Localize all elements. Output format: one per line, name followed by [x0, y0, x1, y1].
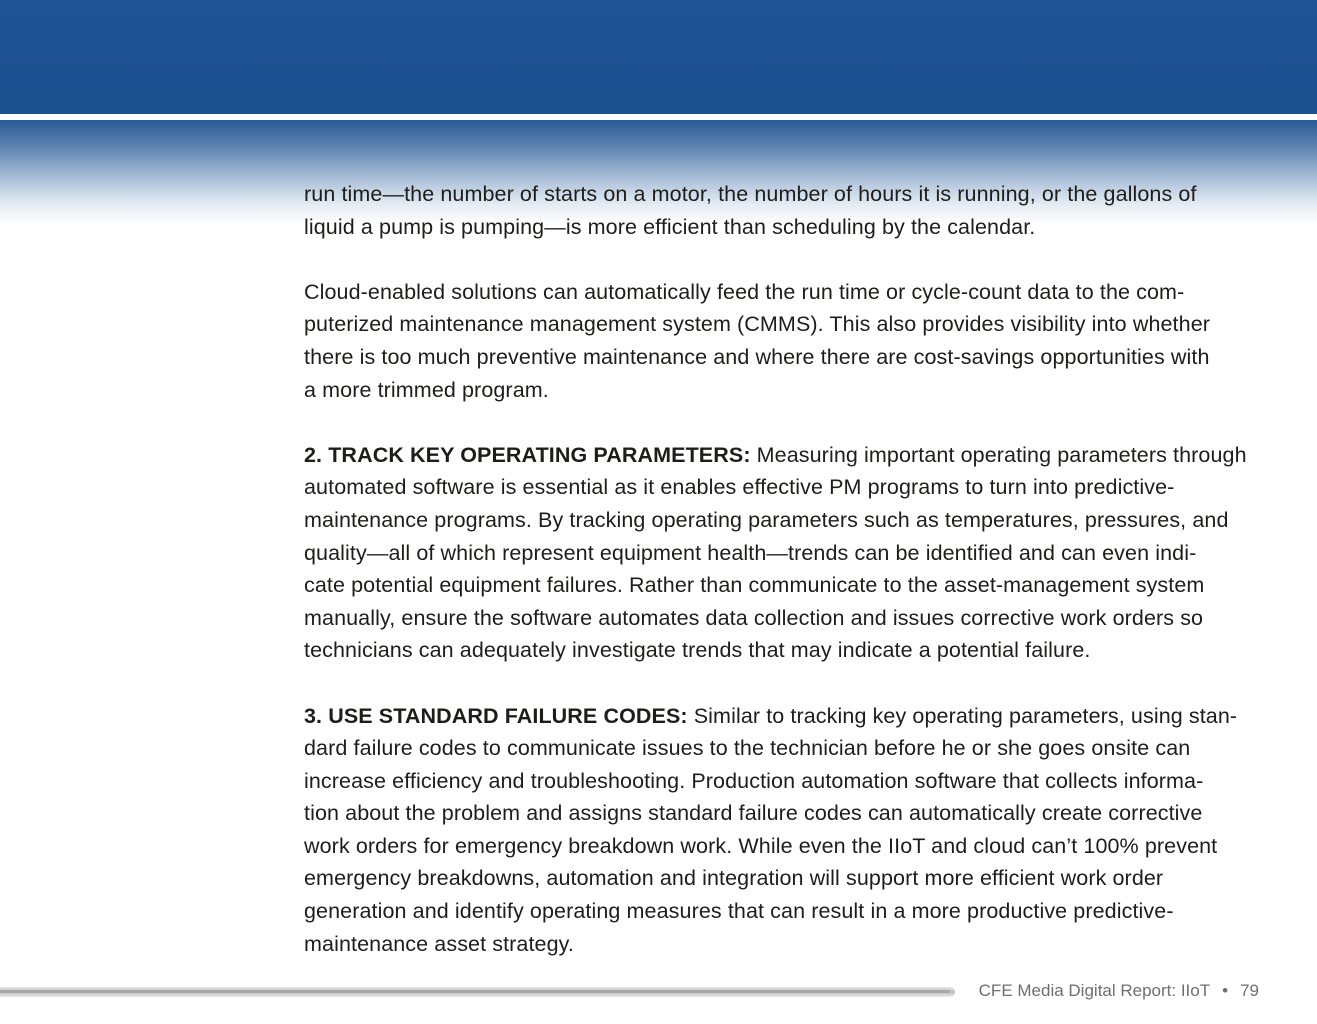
text-line: tion about the problem and assigns standard failure codes can automatically create corrective: [304, 801, 1203, 826]
text-line: dard failure codes to communicate issues to the technician before he or she goes onsite can: [304, 736, 1191, 761]
text-line: work orders for emergency breakdown work. While even the IIoT and cloud can’t 100% prevent: [304, 833, 1218, 858]
paragraph-failure-codes: [304, 700, 1279, 961]
text-line: [304, 439, 1279, 472]
paragraph-cloud-enabled: [304, 276, 1279, 406]
text-line: puterized maintenance management system (CMMS). This also provides visibility into whether: [304, 312, 1211, 337]
text-line: run time—the number of starts on a motor, the number of hours it is running, or the gallons of: [304, 182, 1197, 206]
section-heading: 3. USE STANDARD FAILURE CODES:: [304, 703, 688, 728]
text-line: a more trimmed program.: [304, 377, 549, 402]
text-line: quality—all of which represent equipment health—trends can be identified and can even indi-: [304, 540, 1197, 565]
text-line: liquid a pump is pumping—is more efficient than scheduling by the calendar.: [304, 214, 1036, 239]
text-line: maintenance programs. By tracking operating parameters such as temperatures, pressures, and: [304, 507, 1229, 532]
text-run: Measuring important operating parameters through: [750, 442, 1247, 467]
paragraph-run-time: [304, 178, 1279, 243]
text-line: automated software is essential as it enables effective PM programs to turn into predictive-: [304, 475, 1175, 500]
text-line: cate potential equipment failures. Rather than communicate to the asset-management system: [304, 573, 1205, 598]
text-line: generation and identify operating measures that can result in a more productive predictive-: [304, 899, 1174, 924]
footer-rule: [0, 983, 955, 999]
page-footer: [979, 979, 1259, 1003]
text-line: Cloud-enabled solutions can automatically feed the run time or cycle-count data to the com-: [304, 279, 1185, 304]
bullet-separator: •: [1222, 981, 1229, 1000]
article-body: [304, 178, 1279, 993]
page-number: 79: [1240, 981, 1259, 1000]
text-line: maintenance asset strategy.: [304, 931, 575, 956]
text-line: manually, ensure the software automates data collection and issues corrective work orders so: [304, 605, 1204, 630]
text-line: increase efficiency and troubleshooting. Production automation software that collects informa-: [304, 768, 1204, 793]
text-line: emergency breakdowns, automation and integration will support more efficient work order: [304, 866, 1164, 891]
text-line: technicians can adequately investigate trends that may indicate a potential failure.: [304, 638, 1091, 663]
publication-title: CFE Media Digital Report: IIoT: [978, 981, 1211, 1000]
paragraph-track-parameters: [304, 439, 1279, 667]
header-band: [0, 0, 1317, 114]
text-run: Similar to tracking key operating parameters, using stan-: [687, 703, 1238, 728]
text-line: there is too much preventive maintenance and where there are cost-savings opportunities with: [304, 344, 1210, 369]
footer-rule-line: [0, 990, 950, 993]
section-heading: 2. TRACK KEY OPERATING PARAMETERS:: [304, 442, 751, 467]
text-line: [304, 700, 1279, 733]
